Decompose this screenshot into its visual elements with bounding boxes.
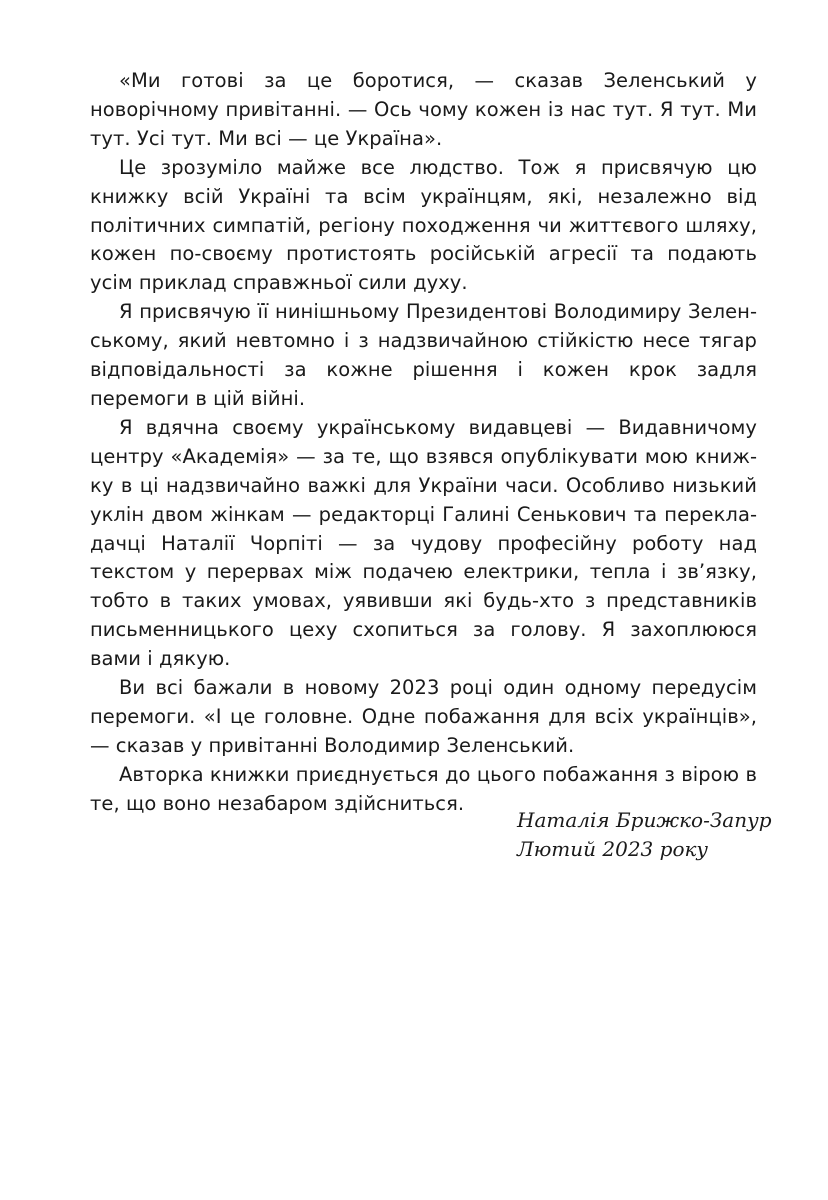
signature-block <box>517 806 772 864</box>
paragraph-dedication-president: Я присвячую її нинішньому Президентові Володимиру Зеленському, який невтомно і з надзвичайною стійкістю несе тягар відповідальності за кожне рішення і кожен крок задля перемоги в цій війні. <box>90 300 757 410</box>
signature-date: Лютий 2023 року <box>517 837 709 861</box>
body-text <box>90 67 757 819</box>
paragraph-new-year-wish: Ви всі бажали в новому 2023 році один одному передусім перемоги. «І це головне. Одне побажання для всіх українців», — сказав у привітанні Володимир Зеленський. <box>90 676 757 757</box>
paragraph-zelensky-quote: «Ми готові за це боротися, — сказав Зеленський у новорічному привітанні. — Ось чому кожен із нас тут. Я тут. Ми тут. Усі тут. Ми всі — це Україна». <box>90 69 757 150</box>
paragraph-dedication-ukraine: Це зрозуміло майже все людство. Тож я присвячую цю книжку всій Україні та всім українцям, які, незалежно від політичних симпатій, регіону походження чи життєвого шляху, кожен по-своєму протистоять російській агресії та подають усім приклад справжньої сили духу. <box>90 155 757 295</box>
signature-author: Наталія Брижко-Запур <box>517 808 772 832</box>
paragraph-author-wish: Авторка книжки приєднується до цього побажання з вірою в те, що воно незабаром здійсниться. <box>90 762 757 815</box>
paragraph-acknowledgements: Я вдячна своєму українському видавцеві — Видавничому центру «Академія» — за те, що взявся опублікувати мою книжку в ці надзвичайно важкі для України часи. Особливо низький уклін двом жінкам — редакторці Галині Сенькович та перекладачці Наталії Чорпіті — за чудову професійну роботу над текстом у перервах між подачею електрики, тепла і зв’язку, тобто в таких умовах, уявивши які будь-хто з представників письменницького цеху схопиться за голову. Я захоплююся вами і дякую. <box>90 415 757 671</box>
